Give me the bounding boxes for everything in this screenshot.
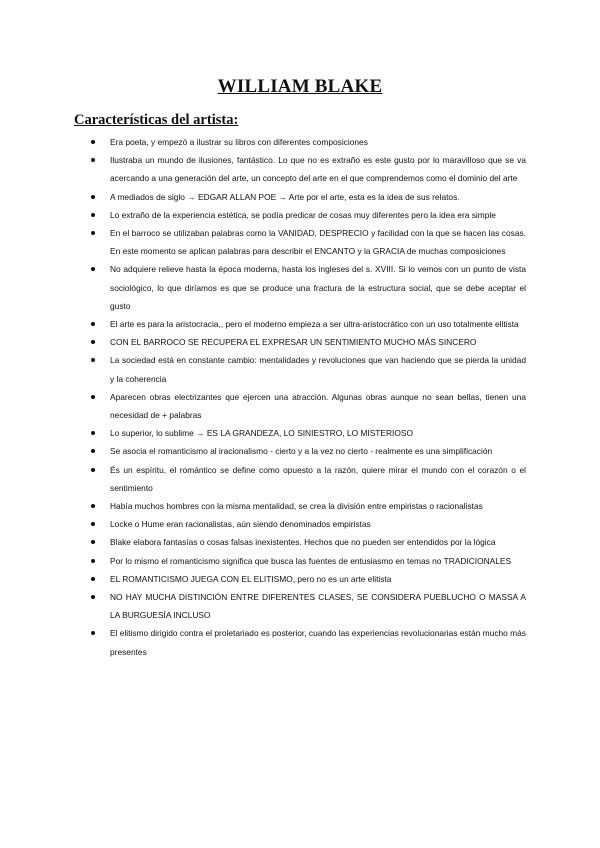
bullet-item: Ilustraba un mundo de ilusiones, fantástico. Lo que no es extraño es este gusto por lo maravilloso que se va acercando a una generación del arte, un concepto del arte en el que comprendemos como el dominio del arte xyxy=(74,151,526,187)
bullet-item: El arte es para la aristocracia,, pero el moderno empieza a ser ultra-aristocrático con un uso totalmente elitista xyxy=(74,315,526,333)
bullet-item: Locke o Hume eran racionalistas, aún siendo denominados empiristas xyxy=(74,515,526,533)
bullet-list xyxy=(74,133,526,661)
bullet-item: No adquiere relieve hasta la época moderna, hasta los ingleses del s. XVIII. Si lo vemos con un punto de vista sociológico, lo que diríamos es que se produce una fractura de la estructura social, que se debe aceptar el gusto xyxy=(74,260,526,315)
bullet-item: Lo superior, lo sublime → ES LA GRANDEZA, LO SINIESTRO, LO MISTERIOSO xyxy=(74,424,526,442)
bullet-item: És un espíritu, el romántico se define como opuesto a la razón, quiere mirar el mundo con el corazón o el sentimiento xyxy=(74,461,526,497)
bullet-item: El elitismo dirigido contra el proletariado es posterior, cuando las experiencias revolucionarias están mucho más presentes xyxy=(74,624,526,660)
bullet-item: La sociedad está en constante cambio: mentalidades y revoluciones que van haciendo que se pierda la unidad y la coherencia xyxy=(74,351,526,387)
bullet-item: NO HAY MUCHA DISTINCIÓN ENTRE DIFERENTES CLASES, SE CONSIDERA PUEBLUCHO O MASSA A LA BURGUESÍA INCLUSO xyxy=(74,588,526,624)
bullet-item: En el barroco se utilizaban palabras como la VANIDAD, DESPRECIO y facilidad con la que se hacen las cosas. En este momento se aplican palabras para describir el ENCANTO y la GRACIA de muchas composiciones xyxy=(74,224,526,260)
bullet-item: Lo extraño de la experiencia estética, se podía predicar de cosas muy diferentes pero la idea era simple xyxy=(74,206,526,224)
bullet-item: Se asocia el romanticismo al iracionalismo - cierto y a la vez no cierto - realmente es una simplificación xyxy=(74,442,526,460)
bullet-item: Blake elabora fantasías o cosas falsas inexistentes. Hechos que no pueden ser entendidos por la lógica xyxy=(74,533,526,551)
section-heading: Características del artista: xyxy=(74,112,239,128)
bullet-item: CON EL BARROCO SE RECUPERA EL EXPRESAR UN SENTIMIENTO MUCHO MÁS SINCERO xyxy=(74,333,526,351)
bullet-item: Por lo mismo el romanticismo significa que busca las fuentes de entusiasmo en temas no TRADICIONALES xyxy=(74,552,526,570)
bullet-item: Había muchos hombres con la misma mentalidad, se crea la división entre empiristas o racionalistas xyxy=(74,497,526,515)
bullet-item: Aparecen obras electrizantes que ejercen una atracción. Algunas obras aunque no sean bellas, tienen una necesidad de + palabras xyxy=(74,388,526,424)
bullet-item: EL ROMANTICISMO JUEGA CON EL ELITISMO, pero no es un arte elitista xyxy=(74,570,526,588)
bullet-item: Era poeta, y empezó a ilustrar su libros con diferentes composiciones xyxy=(74,133,526,151)
bullet-item: A mediados de siglo → EDGAR ALLAN POE → Arte por el arte, esta es la idea de sus relatos. xyxy=(74,188,526,206)
document-title: WILLIAM BLAKE xyxy=(217,76,383,97)
